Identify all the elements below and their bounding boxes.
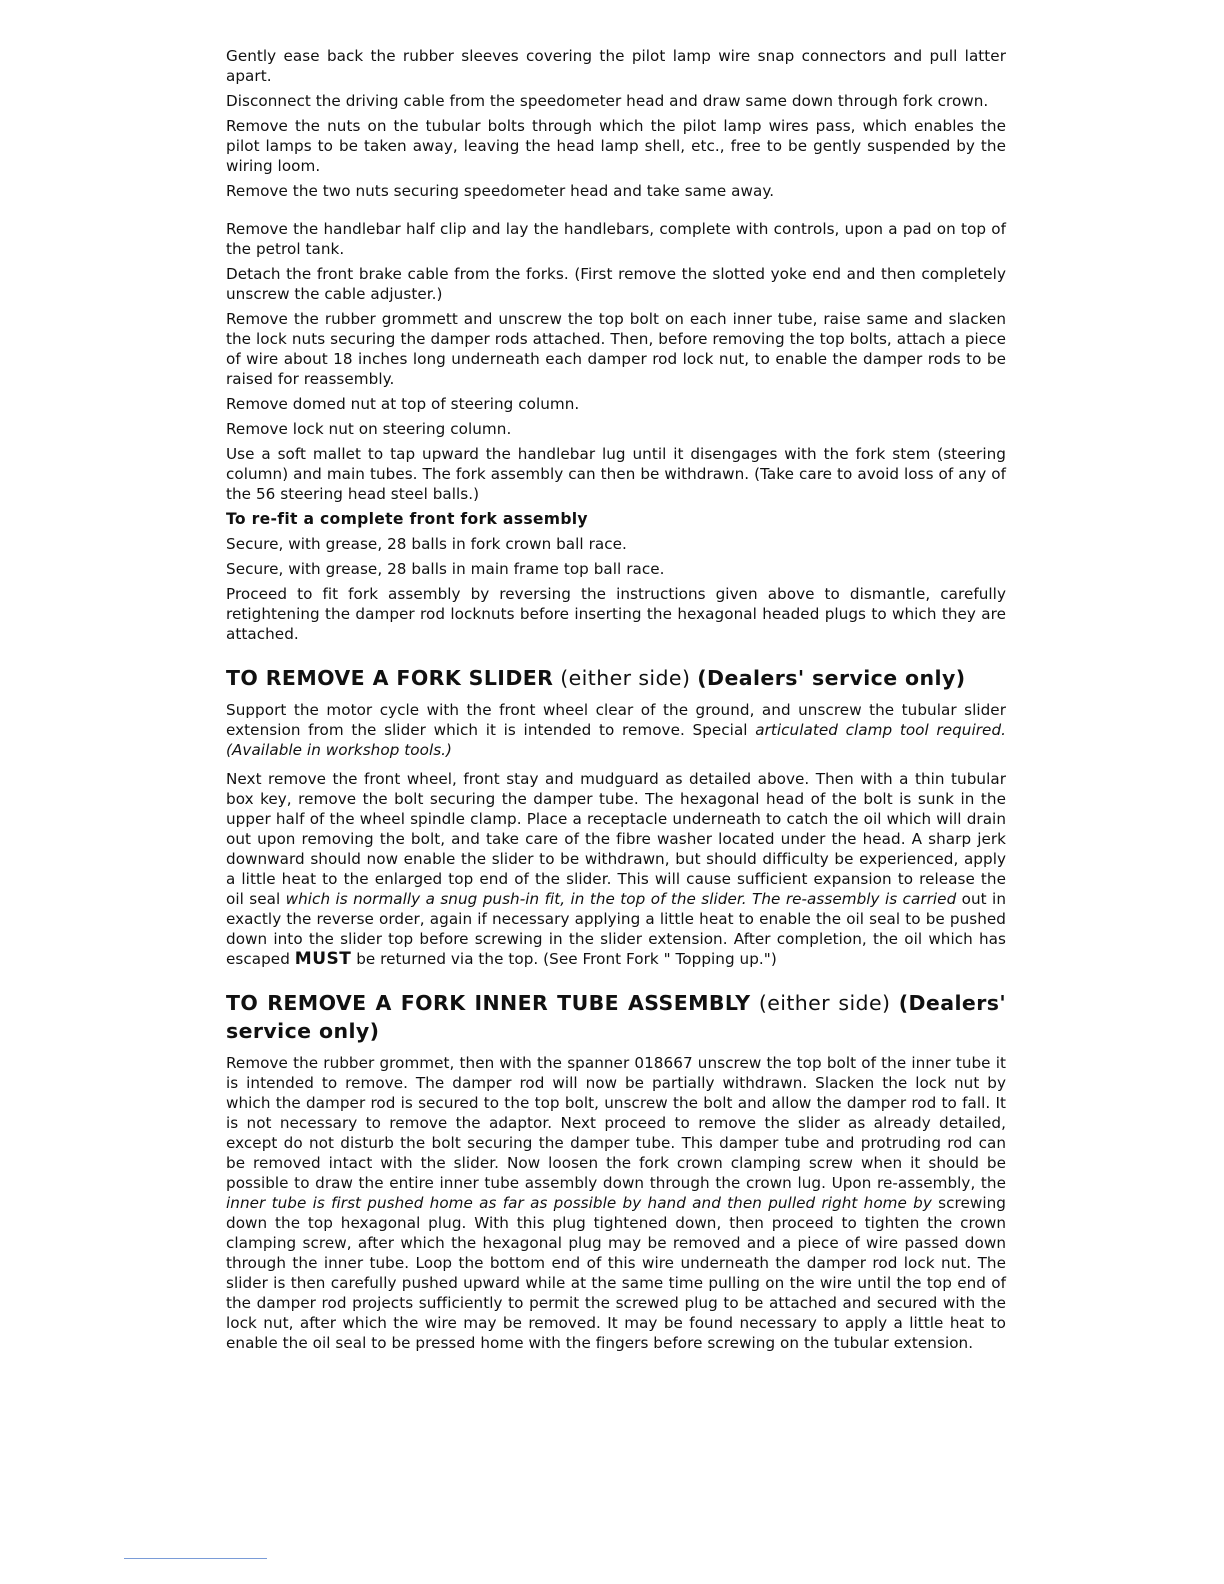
must-emphasis: MUST (294, 949, 352, 969)
fork-slider-heading-side: (either side) (560, 666, 691, 690)
fork-slider-heading-dealers: (Dealers' service only) (697, 666, 966, 690)
paragraph-snap-connectors: Gently ease back the rubber sleeves covering the pilot lamp wire snap connectors and pull latter apart. (226, 47, 1006, 85)
paragraph-pilot-lamps: Remove the nuts on the tubular bolts through which the pilot lamp wires pass, which enables the pilot lamps to be taken away, leaving the head lamp shell, etc., free to be gently suspended by the wiring loom. (226, 117, 1006, 175)
paragraph-brake-cable: Detach the front brake cable from the forks. (First remove the slotted yoke end and then completely unscrew the cable adjuster.) (226, 265, 1006, 303)
paragraph-inner-tube-removal: Remove the rubber grommet, then with the spanner 018667 unscrew the top bolt of the inner tube it is intended to remove. The damper rod will now be partially withdrawn. Slacken the lock nut by which the damper rod is secured to the top bolt, unscrew the bolt and allow the damper rod to fall. It is not necessary to remove the adaptor. Next proceed to remove the slider as already detailed, except do not disturb the bolt securing the damper tube. This damper tube and protruding rod can be removed intact with the slider. Now loosen the fork crown clamping screw when it should be possible to draw the entire inner tube assembly down through the crown lug. Upon re-assembly, the inner tube is first pushed home as far as possible by hand and then pulled right home by screwing down the top hexagonal plug. With this plug tightened down, then proceed to tighten the crown clamping screw, after which the hexagonal plug may be removed and a piece of wire passed down through the inner tube. Loop the bottom end of this wire underneath the damper rod lock nut. The slider is then carefully pushed upward while at the same time pulling on the wire until the top end of the damper rod projects sufficiently to permit the screwed plug to be attached and secured with the lock nut, after which the wire may be removed. It may be found necessary to apply a little heat to enable the oil seal to be pressed home with the fingers before screwing on the tubular extension. (226, 1054, 1006, 1352)
paragraph-soft-mallet: Use a soft mallet to tap upward the handlebar lug until it disengages with the fork stem (steering column) and main tubes. The fork assembly can then be withdrawn. (Take care to avoid loss of any of the 56 steering head steel balls.) (226, 445, 1006, 503)
paragraph-domed-nut: Remove domed nut at top of steering column. (226, 395, 580, 413)
fork-slider-heading (226, 664, 1006, 692)
manual-page (226, 46, 1006, 1362)
inner-tube-heading-side: (either side) (758, 991, 891, 1015)
paragraph-slider-removal: Next remove the front wheel, front stay and mudguard as detailed above. Then with a thin tubular box key, remove the bolt securing the damper tube. The hexagonal head of the bolt is sunk in the upper half of the wheel spindle clamp. Place a receptacle underneath to catch the oil which will drain out upon removing the bolt, and take care of the fibre washer located under the head. A sharp jerk downward should now enable the slider to be withdrawn, but should difficulty be experienced, apply a little heat to the enlarged top end of the slider. This will cause sufficient expansion to release the oil seal which is normally a snug push-in fit, in the top of the slider. The re-assembly is carried out in exactly the reverse order, again if necessary applying a little heat to enable the oil seal to be pushed down into the slider top before screwing in the slider extension. After completion, the oil which has escaped MUST be returned via the top. (See Front Fork " Topping up.") (226, 770, 1006, 969)
paragraph-handlebar-clip: Remove the handlebar half clip and lay the handlebars, complete with controls, upon a pad on top of the petrol tank. (226, 220, 1006, 258)
paragraph-speedometer-nuts: Remove the two nuts securing speedometer head and take same away. (226, 182, 775, 200)
inner-tube-heading-main: TO REMOVE A FORK INNER TUBE ASSEMBLY (226, 991, 751, 1015)
fork-slider-heading-main: TO REMOVE A FORK SLIDER (226, 666, 554, 690)
refit-subheading: To re-fit a complete front fork assembly (226, 510, 588, 528)
paragraph-driving-cable: Disconnect the driving cable from the speedometer head and draw same down through fork crown. (226, 92, 989, 110)
footnote-rule (124, 1558, 267, 1559)
paragraph-lock-nut: Remove lock nut on steering column. (226, 420, 512, 438)
inner-tube-heading-dealers: (Dealers' service only) (226, 991, 1006, 1043)
paragraph-fork-crown-balls: Secure, with grease, 28 balls in fork crown ball race. (226, 535, 627, 553)
inner-tube-heading (226, 989, 1006, 1045)
paragraph-grommett: Remove the rubber grommett and unscrew the top bolt on each inner tube, raise same and slacken the lock nuts securing the damper rods attached. Then, before removing the top bolts, attach a piece of wire about 18 inches long underneath each damper rod lock nut, to enable the damper rods to be raised for reassembly. (226, 310, 1006, 388)
paragraph-frame-balls: Secure, with grease, 28 balls in main frame top ball race. (226, 560, 665, 578)
paragraph-refit-procedure: Proceed to fit fork assembly by reversing the instructions given above to dismantle, carefully retightening the damper rod locknuts before inserting the hexagonal headed plugs to which they are attached. (226, 585, 1006, 643)
paragraph-slider-support: Support the motor cycle with the front wheel clear of the ground, and unscrew the tubular slider extension from the slider which it is intended to remove. Special articulated clamp tool required. (Available in workshop tools.) (226, 701, 1007, 759)
